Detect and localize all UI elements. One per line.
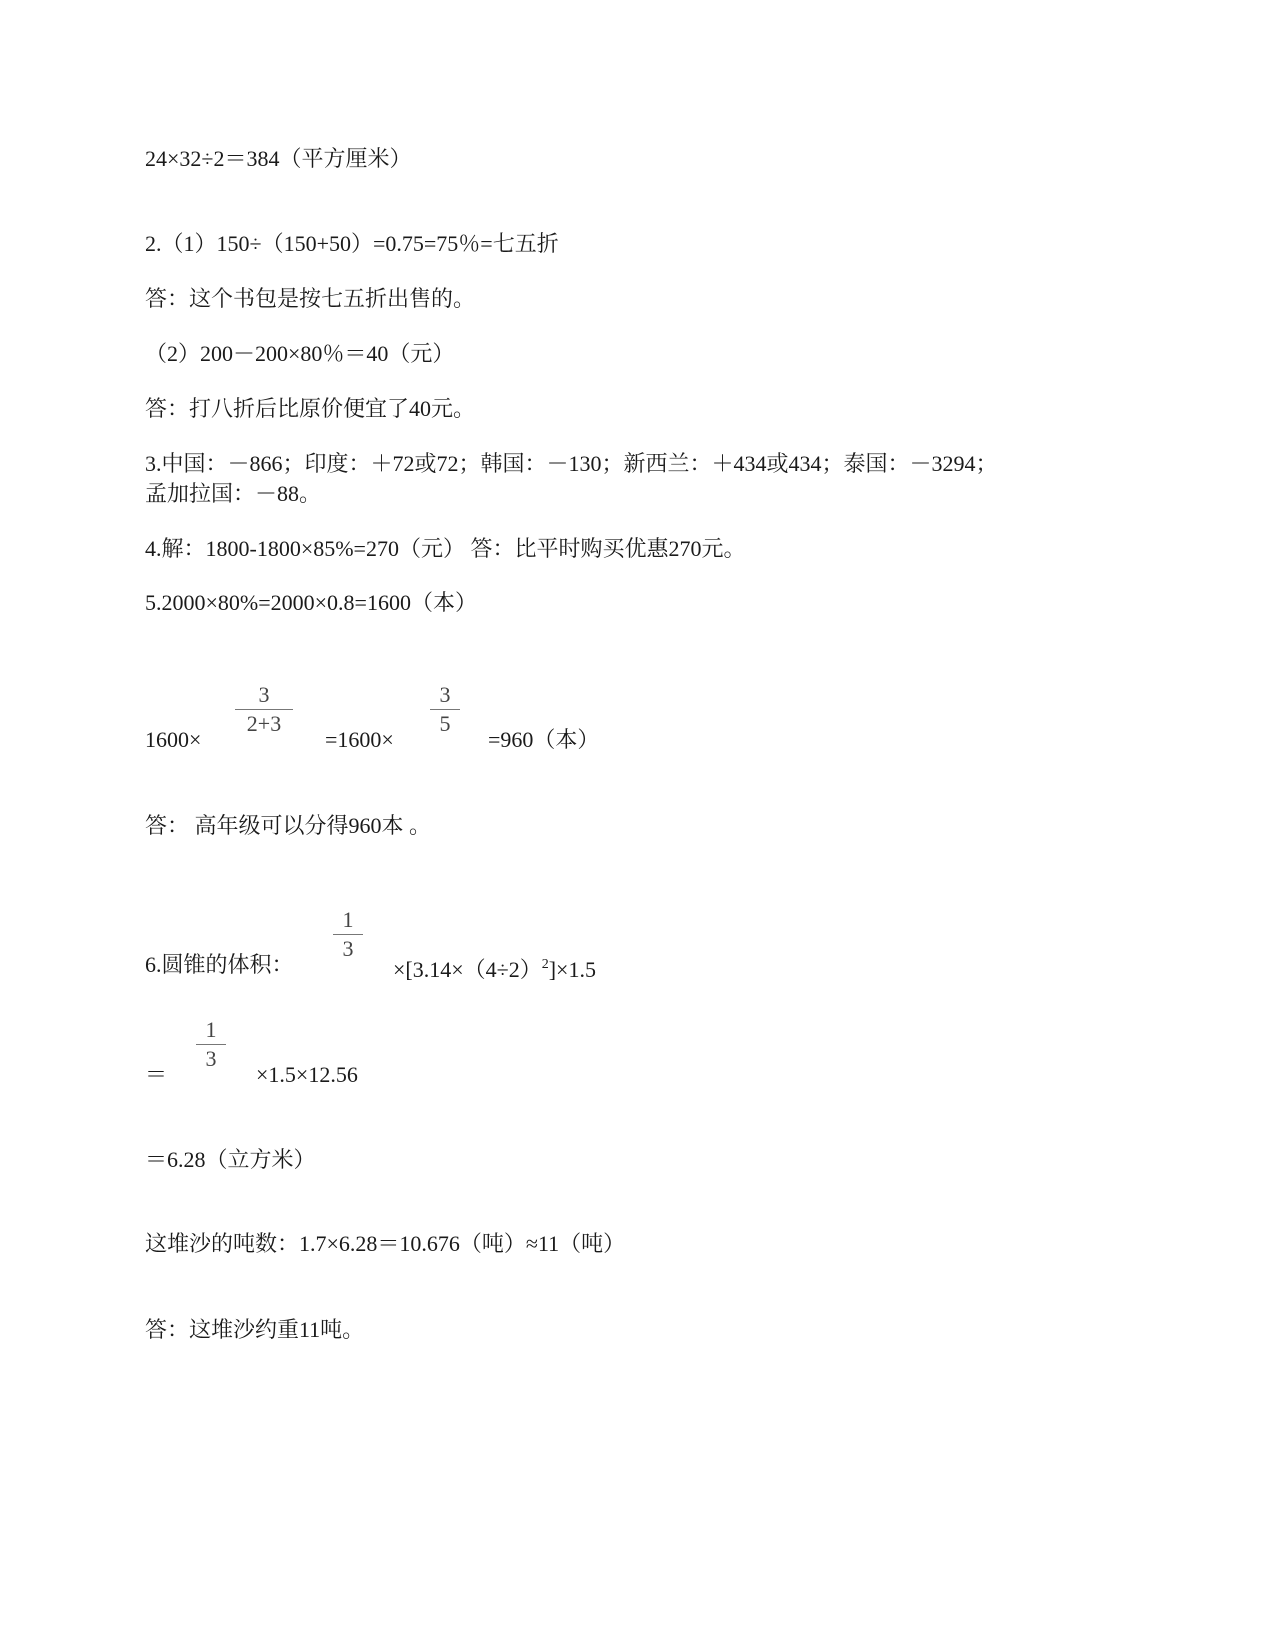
q2-part1-answer: 答：这个书包是按七五折出售的。 (145, 286, 476, 311)
fraction-bar (333, 934, 363, 935)
q6-volume-result: ＝6.28（立方米） (145, 1147, 316, 1172)
q3-answer-line2: 孟加拉国：－88。 (145, 481, 322, 506)
fraction-three-over-two-plus-three (235, 683, 293, 736)
equation-middle: =1600× (325, 727, 394, 752)
q2-part1-calculation: 2.（1）150÷（150+50）=0.75=75％=七五折 (145, 231, 559, 256)
equals-sign: ＝ (145, 1062, 168, 1087)
fraction-bar (430, 709, 460, 710)
fraction-numerator: 3 (258, 682, 270, 707)
q3-answer-line1: 3.中国：－866；印度：＋72或72；韩国：－130；新西兰：＋434或434；泰国：－3294； (145, 451, 998, 476)
q5-answer: 答： 高年级可以分得960本 。 (145, 813, 432, 838)
equation-result: =960（本） (488, 727, 600, 752)
simplified-expression: ×1.5×12.56 (256, 1062, 358, 1087)
fraction-bar (196, 1044, 226, 1045)
q2-part2-calculation: （2）200－200×80％＝40（元） (145, 341, 455, 366)
fraction-denominator: 2+3 (246, 711, 282, 736)
expression-part-b: ]×1.5 (548, 957, 596, 982)
expression-part-a: ×[3.14×（4÷2） (393, 957, 542, 982)
cone-volume-expression (393, 952, 596, 983)
fraction-bar (235, 709, 293, 710)
q4-solution: 4.解：1800-1800×85%=270（元） 答：比平时购买优惠270元。 (145, 536, 746, 561)
fraction-numerator: 1 (205, 1017, 217, 1042)
q6-answer: 答：这堆沙约重11吨。 (145, 1317, 365, 1342)
fraction-denominator: 3 (342, 936, 354, 961)
exponent: 2 (541, 957, 549, 972)
area-calculation-line: 24×32÷2＝384（平方厘米） (145, 146, 412, 171)
q5-calculation: 5.2000×80%=2000×0.8=1600（本） (145, 590, 477, 615)
fraction-denominator: 3 (205, 1046, 217, 1071)
q2-part2-answer: 答：打八折后比原价便宜了40元。 (145, 396, 476, 421)
fraction-numerator: 3 (439, 682, 451, 707)
fraction-numerator: 1 (342, 907, 354, 932)
equation-left: 1600× (145, 727, 202, 752)
cone-volume-label: 6.圆锥的体积： (145, 952, 294, 977)
fraction-one-third (196, 1018, 226, 1071)
fraction-denominator: 5 (439, 711, 451, 736)
fraction-one-third (333, 908, 363, 961)
q6-sand-weight: 这堆沙的吨数：1.7×6.28＝10.676（吨）≈11（吨） (145, 1231, 626, 1256)
fraction-three-fifths (430, 683, 460, 736)
